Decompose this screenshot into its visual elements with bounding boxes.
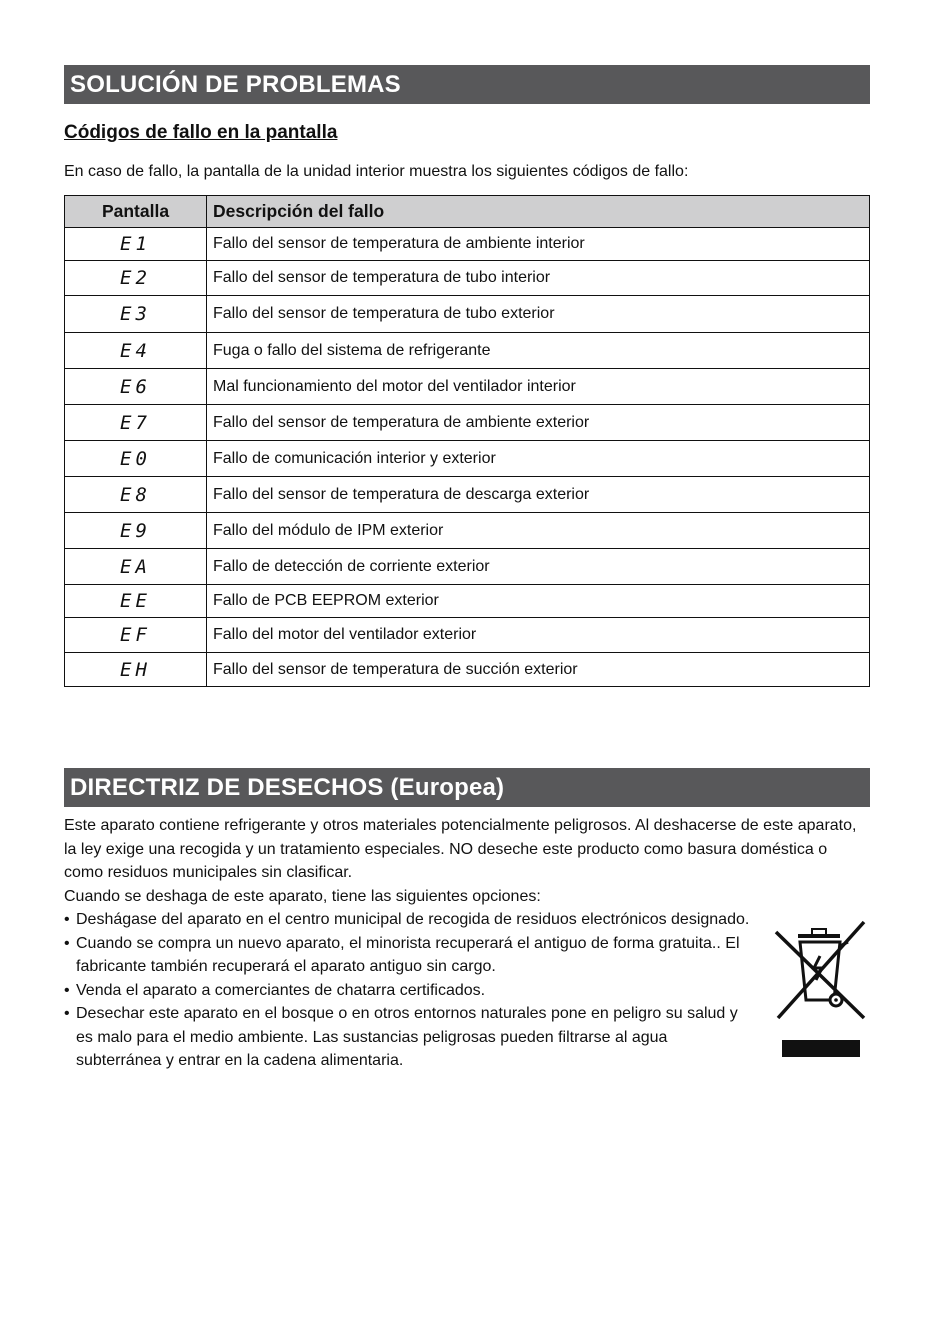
table-row: [65, 333, 870, 369]
fault-codes-intro: En caso de fallo, la pantalla de la unidad interior muestra los siguientes códigos de fallo:: [64, 163, 689, 180]
fault-codes-subtitle: Códigos de fallo en la pantalla: [64, 122, 338, 143]
list-item: • Cuando se compra un nuevo aparato, el minorista recuperará el antiguo de forma gratuita.. El fabricante también recuperará el aparato antiguo sin cargo.: [64, 932, 776, 979]
fault-code: E2: [65, 261, 207, 296]
waste-options-intro: Cuando se deshaga de este aparato, tiene las siguientes opciones:: [64, 887, 541, 905]
table-row: [65, 585, 870, 618]
list-item: • Deshágase del aparato en el centro municipal de recogida de residuos electrónicos designado.: [64, 908, 796, 932]
fault-description: Fallo del módulo de IPM exterior: [207, 513, 870, 549]
table-row: [65, 405, 870, 441]
fault-code: E6: [65, 369, 207, 405]
table-row: [65, 477, 870, 513]
fault-codes-table: [64, 195, 870, 687]
fault-description: Fallo del sensor de temperatura de tubo exterior: [207, 296, 870, 333]
fault-code: EF: [65, 618, 207, 653]
waste-paragraph: Este aparato contiene refrigerante y otros materiales potencialmente peligrosos. Al deshacerse de este aparato, la ley exige una recogida y un tratamiento especiales. NO deseche este producto como basura doméstica o como residuos municipales sin clasificar.: [64, 817, 857, 881]
fault-code: EE: [65, 585, 207, 618]
table-row: [65, 228, 870, 261]
list-item: • Desechar este aparato en el bosque o en otros entornos naturales pone en peligro su salud y es malo para el medio ambiente. Las sustancias peligrosas pueden filtrarse al agua subterránea y entrar en la cadena alimentaria.: [64, 1002, 756, 1073]
fault-code: E9: [65, 513, 207, 549]
fault-description: Fallo de PCB EEPROM exterior: [207, 585, 870, 618]
fault-code: E7: [65, 405, 207, 441]
table-row: [65, 369, 870, 405]
table-row: [65, 441, 870, 477]
fault-code: E1: [65, 228, 207, 261]
fault-code: E0: [65, 441, 207, 477]
fault-description: Fallo de detección de corriente exterior: [207, 549, 870, 585]
table-row: [65, 261, 870, 296]
fault-description: Fallo del motor del ventilador exterior: [207, 618, 870, 653]
fault-description: Fallo del sensor de temperatura de ambiente interior: [207, 228, 870, 261]
fault-description: Fuga o fallo del sistema de refrigerante: [207, 333, 870, 369]
table-row: [65, 296, 870, 333]
fault-code: EA: [65, 549, 207, 585]
fault-description: Fallo del sensor de temperatura de descarga exterior: [207, 477, 870, 513]
table-row: [65, 513, 870, 549]
table-header-row: [65, 196, 870, 228]
waste-options-list: [64, 908, 864, 1073]
troubleshooting-title: SOLUCIÓN DE PROBLEMAS: [64, 65, 870, 104]
table-row: [65, 549, 870, 585]
fault-code: E8: [65, 477, 207, 513]
fault-description: Fallo de comunicación interior y exterior: [207, 441, 870, 477]
column-header-description: Descripción del fallo: [207, 196, 870, 228]
column-header-display: Pantalla: [65, 196, 207, 228]
list-item: • Venda el aparato a comerciantes de chatarra certificados.: [64, 979, 864, 1003]
fault-description: Fallo del sensor de temperatura de succión exterior: [207, 653, 870, 687]
fault-code: E4: [65, 333, 207, 369]
crossed-out-wheelie-bin-icon: [770, 916, 870, 1061]
fault-code: E3: [65, 296, 207, 333]
fault-description: Fallo del sensor de temperatura de ambiente exterior: [207, 405, 870, 441]
waste-directive-body: [64, 814, 864, 1073]
table-row: [65, 618, 870, 653]
waste-directive-title: DIRECTRIZ DE DESECHOS (Europea): [64, 768, 870, 807]
fault-description: Fallo del sensor de temperatura de tubo interior: [207, 261, 870, 296]
fault-description: Mal funcionamiento del motor del ventilador interior: [207, 369, 870, 405]
fault-code: EH: [65, 653, 207, 687]
table-row: [65, 653, 870, 687]
